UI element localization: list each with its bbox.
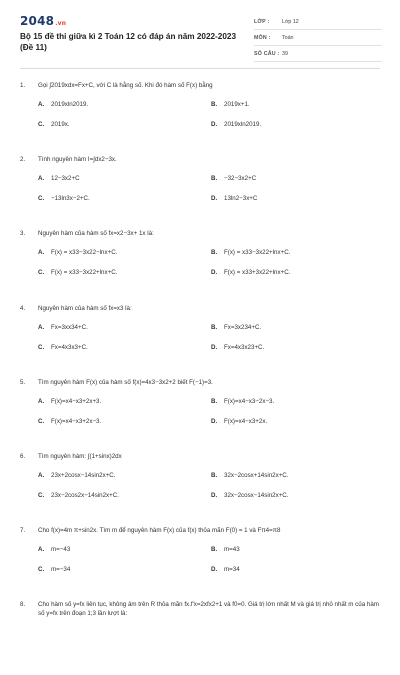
option-text: m=−43	[51, 546, 71, 554]
meta-label: SỐ CÂU :	[254, 50, 280, 57]
option-a[interactable]	[38, 397, 211, 406]
option-d[interactable]	[211, 565, 384, 574]
option-text: 23x+2cosx−14sin2x+C.	[51, 471, 116, 479]
option-b[interactable]	[211, 323, 384, 332]
option-text: F(x)=x4−x3−2x−3.	[224, 397, 275, 405]
question-stem: Cho hàm số y=fx liên tục, không âm trên R thỏa mãn fx.f'x=2xfx2+1 và f0=0. Giá trị lớn nhất M và giá trị nhỏ nhất m của hàm số y=fx trên đoạn 1;3 lần lượt là:	[38, 601, 379, 618]
option-text: 2019x.	[51, 121, 70, 128]
option-text: F(x) = x33+3x22+lnx+C.	[224, 269, 291, 277]
question-stem: Tính nguyên hàm I=∫dx2−3x.	[38, 156, 117, 164]
option-c[interactable]	[38, 491, 211, 500]
document-title: Bộ 15 đề thi giữa kì 2 Toán 12 có đáp án năm 2022-2023 (Đề 11)	[20, 32, 237, 52]
option-letter: A.	[38, 546, 45, 554]
option-b[interactable]	[211, 545, 384, 554]
question-6	[20, 452, 382, 526]
logo-text: 2048	[20, 14, 55, 28]
option-letter: D.	[211, 121, 218, 128]
option-letter: C.	[38, 566, 45, 574]
option-letter: C.	[38, 343, 45, 351]
meta-value: 39	[282, 50, 288, 57]
question-number: 6.	[20, 452, 26, 460]
option-letter: C.	[38, 491, 45, 499]
option-text: F(x) = x33−3x22+lnx+C.	[51, 269, 118, 277]
meta-value[interactable]: Lớp 12	[282, 18, 299, 25]
option-b[interactable]	[211, 174, 384, 183]
option-letter: A.	[38, 471, 45, 479]
option-letter: C.	[38, 121, 45, 128]
option-a[interactable]	[38, 545, 211, 554]
option-letter: D.	[211, 195, 218, 203]
option-d[interactable]	[211, 343, 384, 352]
logo-suffix: .vn	[55, 20, 67, 27]
question-number: 5.	[20, 378, 26, 386]
option-text: F(x)=x4−x3+2x.	[224, 417, 268, 425]
document-header	[0, 0, 400, 68]
meta-row-count	[254, 46, 382, 62]
option-text: Fx=3x234+C.	[224, 323, 262, 331]
question-list	[20, 81, 382, 675]
option-text: F(x) = x33−3x22+lnx+C.	[224, 249, 291, 257]
option-text: F(x) = x33−3x22−lnx+C.	[51, 249, 118, 257]
option-text: F(x)=x4−x3+2x−3.	[51, 417, 102, 425]
option-b[interactable]	[211, 397, 384, 406]
question-stem: Tìm nguyên hàm F(x) của hàm số f(x)=4x3−3x2+2 biết F(−1)=3.	[38, 378, 213, 386]
option-letter: B.	[211, 175, 218, 183]
question-stem: Cho f(x)=4m π+sin2x. Tìm m để nguyên hàm F(x) của f(x) thỏa mãn F(0) = 1 và Fπ4=π8	[38, 527, 281, 535]
answer-options	[38, 471, 382, 500]
question-number: 8.	[20, 601, 26, 609]
question-number: 1.	[20, 82, 26, 89]
answer-options	[38, 545, 382, 574]
option-letter: C.	[38, 269, 45, 277]
option-text: 12−3x2+C	[51, 175, 80, 183]
option-text: −13ln3x−2+C.	[51, 195, 90, 203]
option-a[interactable]	[38, 471, 211, 480]
question-7	[20, 526, 382, 600]
option-text: m=43	[224, 546, 240, 554]
option-text: F(x)=x4−x3+2x+3.	[51, 397, 102, 405]
option-letter: B.	[211, 397, 218, 405]
answer-options	[38, 323, 382, 352]
option-letter: A.	[38, 397, 45, 405]
question-number: 3.	[20, 230, 26, 238]
option-letter: B.	[211, 323, 218, 331]
answer-options	[38, 397, 382, 426]
question-8	[20, 600, 382, 674]
option-d[interactable]	[211, 120, 384, 129]
question-4	[20, 304, 382, 378]
option-text: 2019x+1.	[224, 101, 250, 108]
option-letter: B.	[211, 546, 218, 554]
option-text: 32x−2cosx+14sin2x+C.	[224, 471, 289, 479]
question-number: 7.	[20, 527, 26, 535]
option-letter: A.	[38, 101, 45, 108]
option-text: Fx=3xx34+C.	[51, 323, 88, 331]
question-number: 4.	[20, 304, 26, 312]
site-logo[interactable]	[20, 14, 66, 28]
option-d[interactable]	[211, 491, 384, 500]
option-b[interactable]	[211, 100, 384, 109]
question-3	[20, 229, 382, 303]
option-c[interactable]	[38, 417, 211, 426]
question-1	[20, 81, 382, 155]
option-b[interactable]	[211, 471, 384, 480]
option-letter: A.	[38, 323, 45, 331]
option-c[interactable]	[38, 565, 211, 574]
question-5	[20, 378, 382, 452]
option-text: 32x−2cosx−14sin2x+C.	[224, 491, 289, 499]
meta-row-class	[254, 14, 382, 30]
document-meta	[254, 14, 382, 62]
option-letter: D.	[211, 417, 218, 425]
option-letter: A.	[38, 175, 45, 183]
option-text: m=−34	[51, 566, 71, 574]
option-letter: B.	[211, 249, 218, 257]
meta-row-subject	[254, 30, 382, 46]
option-text: Fx=4x3x23+C.	[224, 343, 265, 351]
option-letter: C.	[38, 417, 45, 425]
question-stem: Nguyên hàm của hàm số fx=x2−3x+ 1x là:	[38, 230, 154, 238]
option-text: 23x−2cos2x−14sin2x+C.	[51, 491, 119, 499]
question-2	[20, 155, 382, 229]
option-text: 13ln2−3x+C	[224, 195, 258, 203]
question-stem: Nguyên hàm của hàm số fx=x3 là:	[38, 304, 132, 312]
option-letter: D.	[211, 269, 218, 277]
option-text: m=34	[224, 566, 240, 574]
header-divider	[20, 68, 380, 69]
option-text: 2019xln2019.	[51, 101, 89, 108]
question-stem: Tìm nguyên hàm: ∫(1+sinx)2dx	[38, 452, 122, 460]
option-a[interactable]	[38, 100, 211, 109]
option-letter: B.	[211, 101, 218, 108]
option-a[interactable]	[38, 174, 211, 183]
answer-options	[38, 100, 382, 129]
option-letter: C.	[38, 195, 45, 203]
meta-label: LỚP :	[254, 18, 270, 25]
option-text: −32−3x2+C	[224, 175, 257, 183]
meta-label: MÔN :	[254, 34, 271, 41]
option-letter: A.	[38, 249, 45, 257]
question-stem: Gọi ∫2019xdx=Fx+C, với C là hằng số. Khi đó hàm số F(x) bằng	[38, 82, 213, 89]
option-letter: D.	[211, 566, 218, 574]
option-c[interactable]	[38, 120, 211, 129]
option-a[interactable]	[38, 248, 211, 257]
option-c[interactable]	[38, 343, 211, 352]
option-d[interactable]	[211, 194, 384, 203]
option-c[interactable]	[38, 268, 211, 277]
option-text: Fx=4x3x3+C.	[51, 343, 88, 351]
option-c[interactable]	[38, 194, 211, 203]
option-letter: D.	[211, 343, 218, 351]
answer-options	[38, 248, 382, 277]
answer-options	[38, 174, 382, 203]
option-d[interactable]	[211, 417, 384, 426]
option-letter: B.	[211, 471, 218, 479]
option-d[interactable]	[211, 268, 384, 277]
option-letter: D.	[211, 491, 218, 499]
meta-value[interactable]: Toán	[282, 34, 294, 41]
question-number: 2.	[20, 156, 26, 164]
option-a[interactable]	[38, 323, 211, 332]
option-text: 2019xln2019.	[224, 121, 262, 128]
option-b[interactable]	[211, 248, 384, 257]
